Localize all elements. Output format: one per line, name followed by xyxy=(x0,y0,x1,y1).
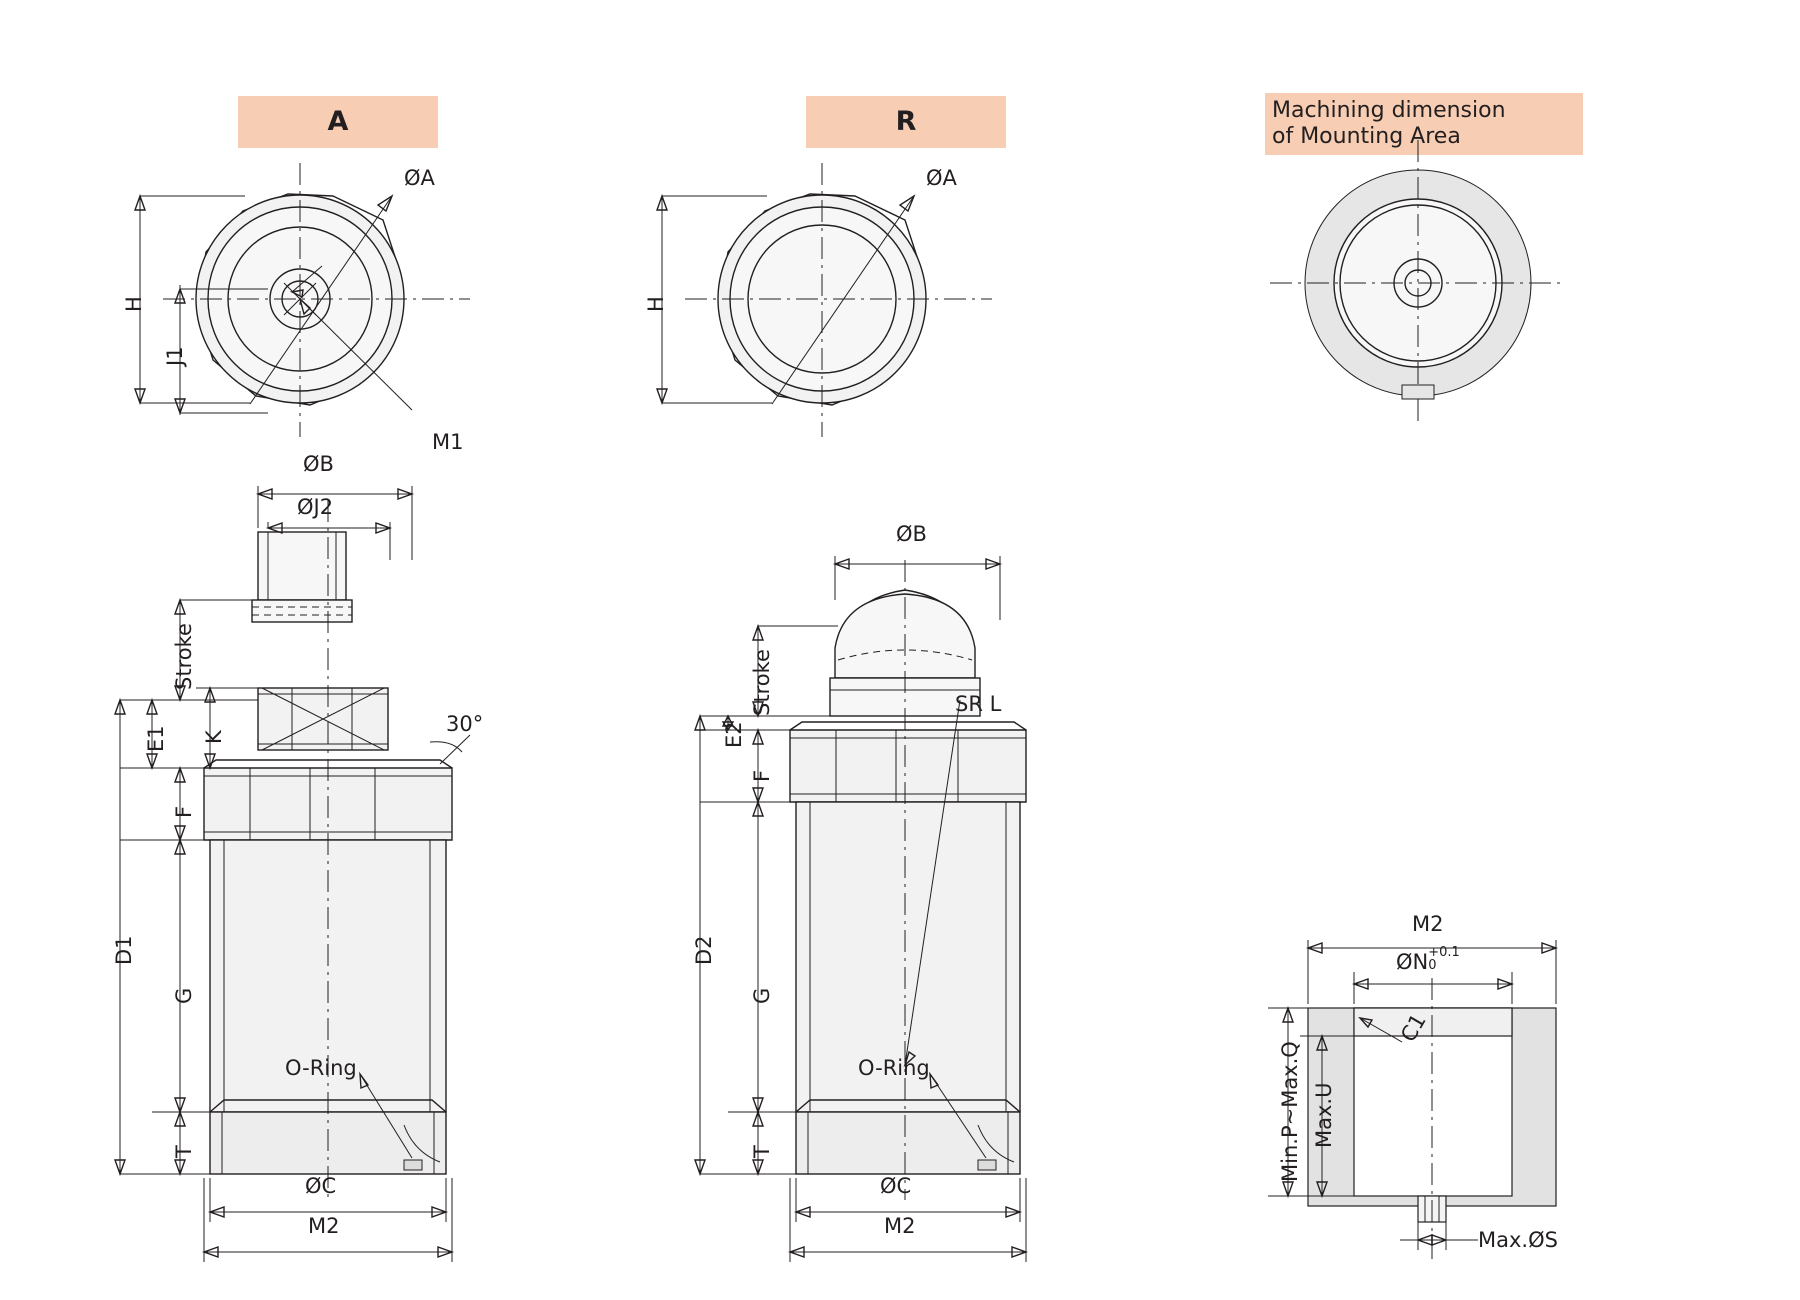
label-r-d2: D2 xyxy=(692,935,716,965)
label-r-m2: M2 xyxy=(884,1214,916,1238)
label-mount-n xyxy=(1396,945,1460,974)
label-top-a-j1: J1 xyxy=(163,346,187,366)
label-top-r-h: H xyxy=(644,296,668,312)
label-mount-n-text: ØN xyxy=(1396,950,1429,974)
label-r-g: G xyxy=(750,987,774,1004)
label-a-g: G xyxy=(172,987,196,1004)
label-a-d1: D1 xyxy=(112,935,136,965)
header-variant-a-label: A xyxy=(327,105,349,137)
label-top-a-h: H xyxy=(122,296,146,312)
label-a-stroke: Stroke xyxy=(172,623,196,690)
header-variant-r-label: R xyxy=(895,105,917,137)
label-a-t: T xyxy=(172,1145,196,1158)
label-r-b: ØB xyxy=(896,522,927,546)
label-a-c: ØC xyxy=(305,1174,337,1198)
front-view-r xyxy=(695,556,1026,1262)
label-a-oring: O-Ring xyxy=(285,1056,357,1080)
header-machining-line2: of Mounting Area xyxy=(1272,124,1461,149)
label-a-angle: 30° xyxy=(446,712,484,736)
label-mount-m2: M2 xyxy=(1412,912,1444,936)
label-mount-s: Max.ØS xyxy=(1478,1228,1558,1252)
label-mount-u: Max.U xyxy=(1312,1082,1336,1148)
top-view-a xyxy=(135,163,470,437)
label-a-b: ØB xyxy=(303,452,334,476)
top-view-r xyxy=(657,163,992,437)
label-top-a-m1: M1 xyxy=(432,430,464,454)
label-r-sr-l: SR L xyxy=(955,692,1002,716)
label-r-oring: O-Ring xyxy=(858,1056,930,1080)
label-a-f: F xyxy=(172,805,196,818)
label-mount-n-tol-upper: +0.1 xyxy=(1428,945,1460,960)
label-a-m2: M2 xyxy=(308,1214,340,1238)
label-a-k: K xyxy=(202,730,226,744)
mount-top-view xyxy=(1270,140,1566,425)
label-r-f: F xyxy=(750,769,774,782)
front-view-a xyxy=(115,486,470,1262)
label-r-t: T xyxy=(750,1145,774,1158)
label-mount-n-tol-lower: 0 xyxy=(1428,958,1437,973)
label-a-j2: ØJ2 xyxy=(297,495,334,519)
label-top-a-diameter: ØA xyxy=(404,166,435,190)
label-top-r-diameter: ØA xyxy=(926,166,957,190)
label-r-e2: E2 xyxy=(722,721,746,748)
header-machining-line1: Machining dimension xyxy=(1272,97,1506,123)
label-mount-c1: C1 xyxy=(1396,1009,1431,1046)
label-r-c: ØC xyxy=(880,1174,912,1198)
label-mount-pq: Min.P~Max.Q xyxy=(1278,1041,1302,1182)
label-r-stroke: Stroke xyxy=(750,649,774,716)
label-a-e1: E1 xyxy=(144,725,168,752)
